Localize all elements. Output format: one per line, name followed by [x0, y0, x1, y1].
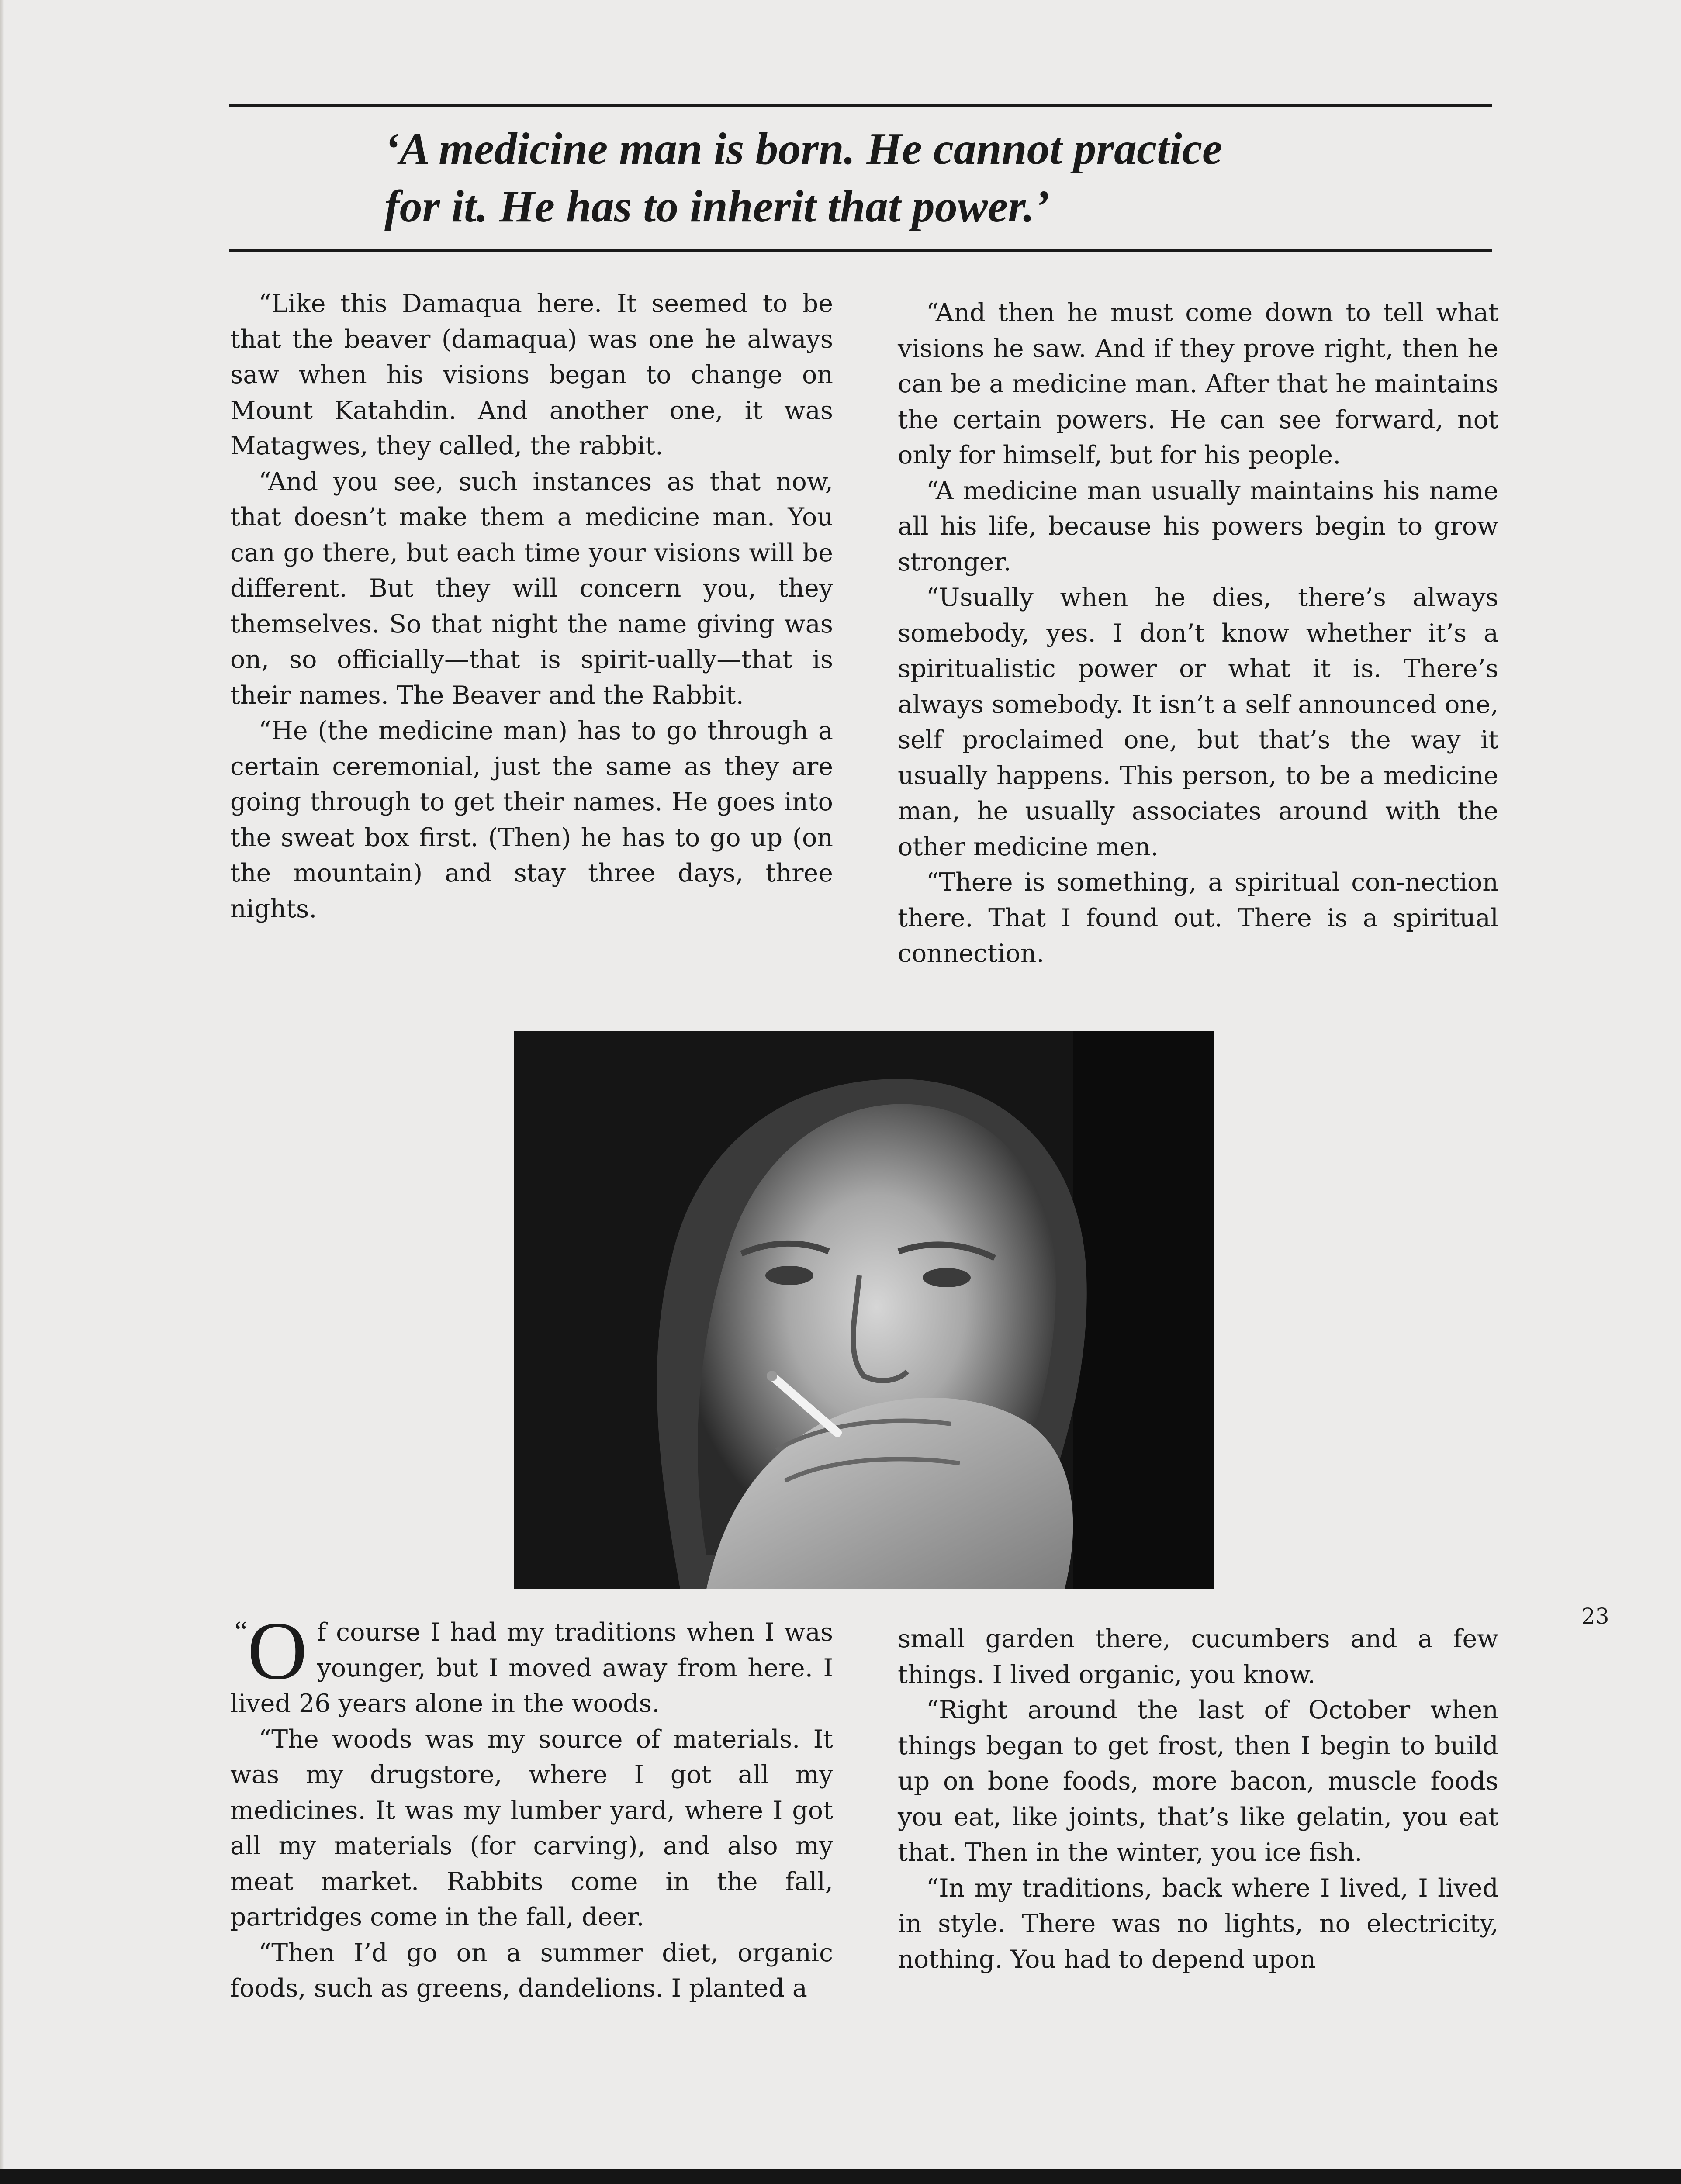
page-edge — [0, 0, 4, 2184]
column-bottom-right — [898, 1621, 1498, 1977]
paragraph: “Then I’d go on a summer diet, organic foods, such as greens, dandelions. I planted a — [230, 1938, 833, 2003]
paragraph: “A medicine man usually maintains his name all his life, because his powers begin to grow stronger. — [898, 476, 1498, 577]
pullquote-bottom-rule — [229, 249, 1492, 252]
column-top-left — [230, 286, 833, 927]
pullquote-line-1: ‘A medicine man is born. He cannot practice — [384, 124, 1223, 174]
paragraph-dropcap — [230, 1605, 833, 1722]
page-bottom-edge — [0, 2169, 1681, 2184]
drop-cap: “O — [235, 1605, 308, 1697]
paragraph: small garden there, cucumbers and a few things. I lived organic, you know. — [898, 1624, 1498, 1689]
paragraph: “And you see, such instances as that now, that doesn’t make them a medicine man. You can go there, but each time your visions will be different. But they will concern you, they themselves. So that night the name giving was on, so officially—that is spirit-ually—that is their names. The Beaver and the Rabbit. — [230, 467, 833, 710]
page-number: 23 — [1581, 1603, 1609, 1629]
column-bottom-left — [230, 1605, 833, 2007]
portrait-illustration — [514, 1031, 1214, 1589]
column-top-right — [898, 295, 1498, 972]
dropcap-paragraph-text: f course I had my traditions when I was younger, but I moved away from here. I lived 26 years alone in the woods. — [230, 1618, 833, 1718]
pullquote-line-2: for it. He has to inherit that power.’ — [384, 181, 1050, 232]
paragraph: “Right around the last of October when things began to get frost, then I begin to build up on bone foods, more bacon, muscle foods you eat, like joints, that’s like gelatin, you eat that. Then in the winter, you ice fish. — [898, 1696, 1498, 1867]
paragraph: “And then he must come down to tell what visions he saw. And if they prove right, then he can be a medicine man. After that he maintains the certain powers. He can see forward, not only for himself, but for his people. — [898, 298, 1498, 470]
paragraph: “The woods was my source of materials. It was my drugstore, where I got all my medicines. It was my lumber yard, where I got all my materials (for carving), and also my meat market. Rabbits come in the fall, partridges come in the fall, deer. — [230, 1724, 833, 1932]
pullquote-top-rule — [229, 104, 1492, 107]
paragraph: “In my traditions, back where I lived, I lived in style. There was no lights, no electricity, nothing. You had to depend upon — [898, 1873, 1498, 1974]
portrait-photo — [514, 1031, 1214, 1589]
paragraph: “Like this Damaqua here. It seemed to be that the beaver (damaqua) was one he always saw when his visions began to change on Mount Katahdin. And another one, it was Matagwes, they called, the rabbit. — [230, 289, 833, 460]
paragraph: “He (the medicine man) has to go through a certain ceremonial, just the same as they are going through to get their names. He goes into the sweat box first. (Then) he has to go up (on the mountain) and stay three days, three nights. — [230, 716, 833, 923]
paragraph: “There is something, a spiritual con-nection there. That I found out. There is a spiritual connection. — [898, 868, 1498, 968]
pullquote — [384, 120, 1433, 235]
paragraph: “Usually when he dies, there’s always somebody, yes. I don’t know whether it’s a spiritualistic power or what it is. There’s always somebody. It isn’t a self announced one, self proclaimed one, but that’s the way it usually happens. This person, to be a medicine man, he usually associates around with the other medicine men. — [898, 583, 1498, 861]
